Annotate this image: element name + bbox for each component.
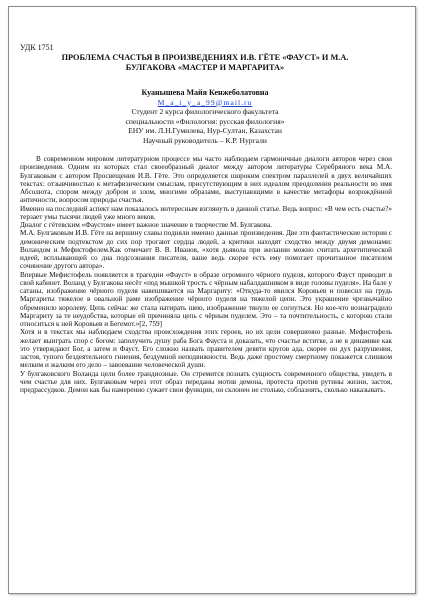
author-block [40, 88, 370, 146]
paragraph: Впервые Мефистофель появляется в трагедии «Фауст» в образе огромного чёрного пуделя, которого Фауст приводит в свой кабинет. Воланд у Булгакова несёт «под мышкой трость с чёрным набалдашником в виде головы пуделя». На бале у сатаны, изображение чёрного пуделя навешивается на Маргариту: «Откуда-то явился Коровьев и повесил на грудь Маргариты тяжелое в овальной раме изображение чёрного пуделя на тяжелой цепи. Это украшение чрезвычайно обременило королеву. Цепь сейчас же стала натирать шею, изображение тянуло ее согнуться. Но кое-что вознаградило Маргариту за те неудобства, которые ей причиняла цепь с чёрным пуделем. Это – та почтительность, с которою стали относиться к ней Коровьев и Бегемот.»[2, 759] [20, 270, 392, 328]
affiliation-line-2: специальности «Филология: русская филология» [125, 116, 285, 126]
affiliation-line-3: ЕНУ им. Л.Н.Гумилева, Нур-Султан, Казахстан [128, 126, 282, 136]
article-body [20, 155, 392, 394]
title-line-1: ПРОБЛЕМА СЧАСТЬЯ В ПРОИЗВЕДЕНИЯХ И.В. ГЁТЕ «ФАУСТ» И М.А. [61, 53, 349, 62]
paragraph: Именно на последний аспект нам показалось интересным взглянуть в данной статье. Ведь вопрос: «В чем есть счастье?» терзает умы тысячи людей уже много веков. [20, 204, 392, 221]
author-name: Куанышева Майя Кенжеболатовна [141, 88, 269, 97]
title-line-2: БУЛГАКОВА «МАСТЕР И МАРГАРИТА» [125, 63, 285, 72]
paragraph: Диалог с гётевским «Фаустом» имеет важное значение в творчестве М. Булгакова. [20, 221, 272, 229]
paragraph: В современном мировом литературном процессе мы часто наблюдаем гармоничные диалоги авторов через свои произведения. Одним из которых стал своеобразный диалог между автором литературы Серебряного века М.А. Булгаковым с автором Просвещения И.В. Гёте. Это определяется широким спектром параллелей в двух величайших текстах: отзывчивостью к метафизическим смыслам, присутствующим в них идеалом преодоления реальности во имя Абсолюта, спором между добром и злом, многими образами, выступающими в качестве метафоры возрождённой античности, вопросом природы счастья. [20, 155, 392, 205]
paragraph: М.А. Булгаковым И.В. Гёте на вершину славы подняли именно данные произведения. Две эти фантастические истории с демоническим подтекстом до сих пор трогают сердца людей, а критики находят сходство между двумя демонами: Воландом и Мефистофелем.Как отмечает В. В. Иванов, «хотя дьявола при желании можно считать архетипической идеей, всплывающей со дна подсознания писателя, ваше ведь скорее есть ему помогает прочитанное писателем сочинение другого автора». [20, 229, 392, 271]
supervisor-line: Научный руководитель – К.Р. Нургали [143, 135, 267, 145]
paragraph: Хотя и в текстах мы наблюдаем сходства происхождения этих героев, но их цели совершенно разные. Мефистофель желает выиграть спор с богом: заполучить душу раба Бога Фауста и доказать, что счастье вститке, а не в динамике как это утверждают Бог, а затем и Фауст. Его сложно назвать правителем девяти кругов ада, скорее он дух разрушения, застоя, тупого бездеятельного гниения, бездумной неподвижности. Ведь даже простому смертному покажется слишком мелким и жалким его дело – завоевание человеческой души. [20, 328, 392, 370]
author-email-link[interactable]: M_a_i_y_a_99@mail.ru [157, 97, 253, 107]
paragraph: У булгаковского Воланда цели более грандиозные. Он стремится познать сущность современного общества, увидеть в чем счастье для них. Булгаковым через этот образ переданы мотив демона, протеста против рутины жизни, застоя, предрассудков. Демон как бы намеренно сужает свои функции, он склонен не столько, соблазнять, сколько наказывать. [20, 369, 392, 394]
affiliation-line-1: Студент 2 курса филологического факультета [131, 107, 279, 117]
article-title [30, 53, 380, 73]
udk-code: УДК 1751 [20, 43, 54, 52]
